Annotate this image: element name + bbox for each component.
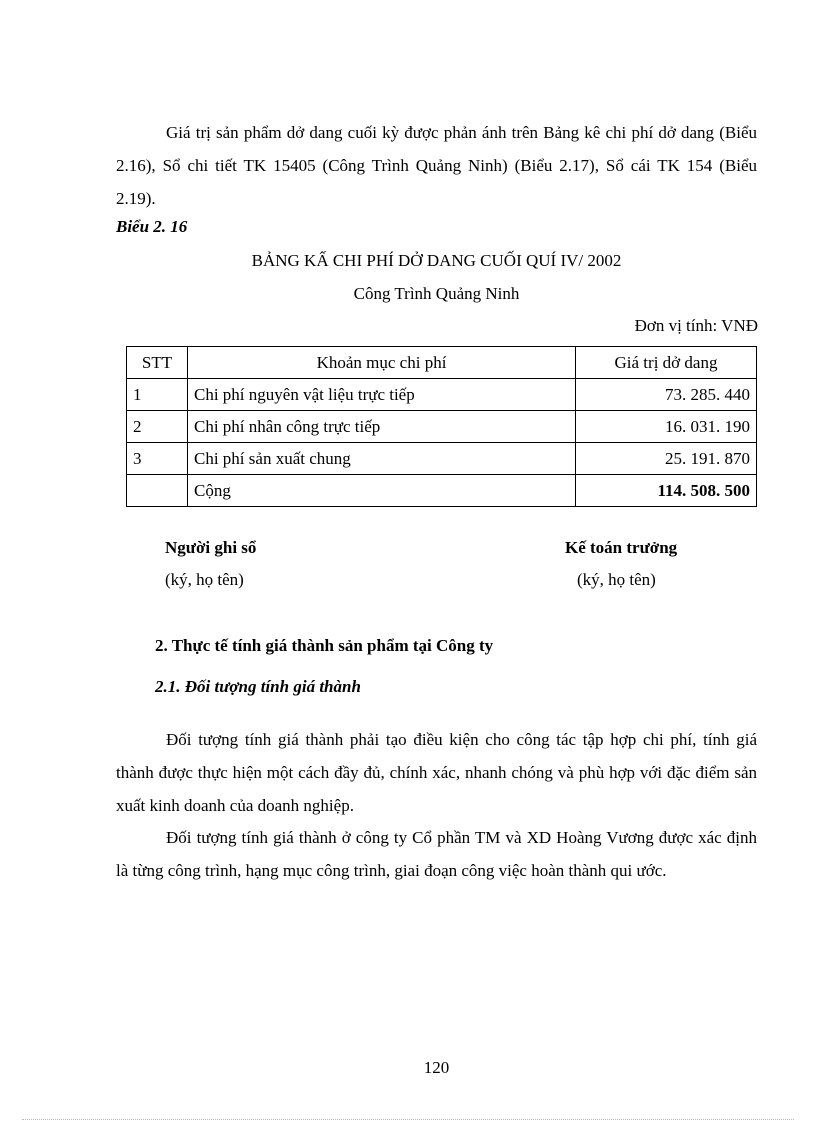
body-paragraph-1: Đối tượng tính giá thành phải tạo điều kiện cho công tác tập hợp chi phí, tính giá thành được thực hiện một cách đầy đủ, chính xác, nhanh chóng và phù hợp với đặc điểm sản xuất kinh doanh của doanh nghiệp. xyxy=(116,730,757,815)
total-item: Cộng xyxy=(188,475,576,507)
row-value: 25. 191. 870 xyxy=(576,443,757,475)
page-number: 120 xyxy=(423,1058,450,1077)
header-value: Giá trị dở dang xyxy=(576,347,757,379)
intro-paragraph: Giá trị sản phẩm dở dang cuối kỳ được phản ánh trên Bảng kê chi phí dở dang (Biểu 2.16), Sổ chi tiết TK 15405 (Công Trình Quảng Ninh) (Biểu 2.17), Sổ cái TK 154 (Biểu 2.19). xyxy=(116,123,757,208)
page-bottom-divider xyxy=(22,1119,794,1120)
table-title: BẢNG KẤ CHI PHÍ DỞ DANG CUỐI QUÍ IV/ 2002 xyxy=(251,251,622,270)
table-row xyxy=(127,379,757,411)
header-stt: STT xyxy=(127,347,188,379)
section-heading: 2. Thực tế tính giá thành sản phẩm tại Công ty xyxy=(155,636,494,655)
row-stt: 3 xyxy=(127,443,188,475)
row-stt: 2 xyxy=(127,411,188,443)
total-value: 114. 508. 500 xyxy=(576,475,757,507)
signature-left-note: (ký, họ tên) xyxy=(165,570,244,589)
row-value: 73. 285. 440 xyxy=(576,379,757,411)
table-header-row xyxy=(127,347,757,379)
cost-table xyxy=(126,346,757,507)
signature-right-note: (ký, họ tên) xyxy=(577,570,656,589)
row-value: 16. 031. 190 xyxy=(576,411,757,443)
signature-left-title: Người ghi sổ xyxy=(165,538,257,557)
signature-right-title: Kế toán trưởng xyxy=(565,538,678,557)
table-subtitle: Công Trình Quảng Ninh xyxy=(353,284,520,303)
table-row xyxy=(127,443,757,475)
subsection-heading: 2.1. Đối tượng tính giá thành xyxy=(155,677,361,696)
exhibit-label: Biểu 2. 16 xyxy=(116,217,188,236)
unit-label: Đơn vị tính: VNĐ xyxy=(634,316,758,335)
table-row xyxy=(127,411,757,443)
total-stt xyxy=(127,475,188,507)
row-item: Chi phí nhân công trực tiếp xyxy=(188,411,576,443)
row-stt: 1 xyxy=(127,379,188,411)
table-total-row xyxy=(127,475,757,507)
row-item: Chi phí sản xuất chung xyxy=(188,443,576,475)
header-item: Khoản mục chi phí xyxy=(188,347,576,379)
row-item: Chi phí nguyên vật liệu trực tiếp xyxy=(188,379,576,411)
body-paragraph-2: Đối tượng tính giá thành ở công ty Cổ phần TM và XD Hoàng Vương được xác định là từng công trình, hạng mục công trình, giai đoạn công việc hoàn thành qui ước. xyxy=(116,828,757,880)
